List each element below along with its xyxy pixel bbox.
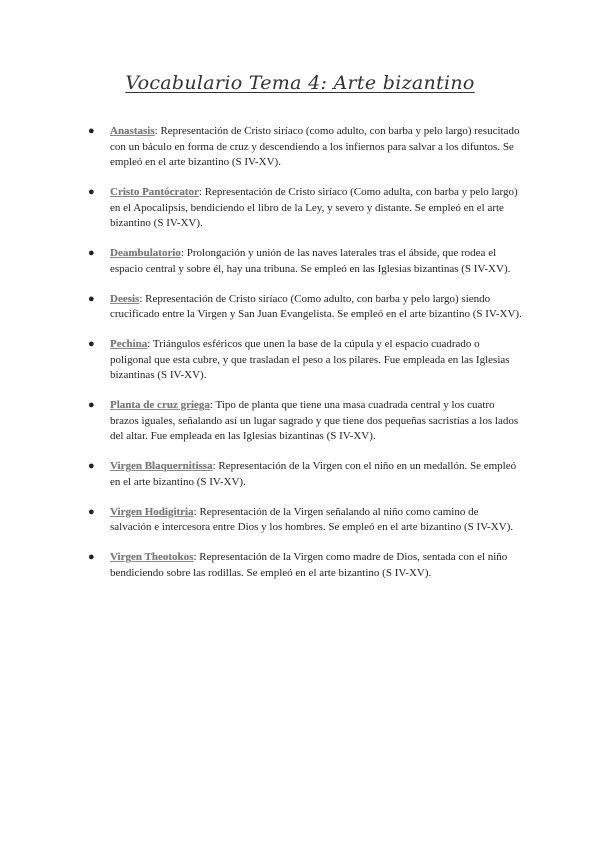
term-definition: Representación de la Virgen con el niño en un medallón. Se empleó en el arte bizantino (S IV-XV). [110, 460, 517, 488]
bullet-icon: ● [88, 399, 95, 411]
term-name: Virgen Hodigitria [110, 505, 194, 518]
term-name: Deambulatorio [110, 247, 181, 259]
bullet-icon: ● [88, 186, 95, 198]
term-definition: Representación de la Virgen como madre de Dios, sentada con el niño bendiciendo sobre las rodillas. Se empleó en el arte bizantino (S IV-XV). [110, 551, 508, 579]
vocab-item-planta-cruz-griega [0, 398, 600, 445]
bullet-icon: ● [88, 551, 95, 563]
document-title [0, 72, 600, 94]
vocab-item-virgen-theotokos [0, 550, 600, 581]
term-separator: : [209, 399, 216, 411]
title-text: Vocabulario Tema 4: Arte bizantino [125, 72, 475, 94]
term-definition: Tipo de planta que tiene una masa cuadrada central y los cuatro brazos iguales, señalando así un lugar sagrado y que tiene dos pequeñas sacristías a los lados del altar. Fue empleada en las Iglesias bizantinas (S IV-XV). [110, 399, 519, 442]
term-definition: Triángulos esféricos que unen la base de la cúpula y el espacio cuadrado o poligonal que esta cubre, y que trasladan el peso a los pilares. Fue empleada en las Iglesias bizantinas (S IV-XV). [110, 338, 510, 381]
bullet-icon: ● [88, 247, 95, 259]
vocab-item-virgen-hodigitria [0, 505, 600, 536]
term-separator: : [198, 186, 205, 198]
vocab-item-cristo-pantocrator [0, 185, 600, 232]
term-separator: : [147, 338, 153, 350]
term-definition: Representación de Cristo siríaco (Como adulto, con barba y pelo largo) siendo crucificado entre la Virgen y San Juan Evangelista. Se empleó en el arte bizantino (S IV-XV). [110, 292, 522, 320]
term-name: Planta de cruz griega [110, 399, 210, 411]
bullet-icon: ● [88, 505, 95, 518]
term-name: Pechina [110, 338, 148, 350]
term-name: Cristo Pantócrator [110, 186, 199, 198]
term-definition: Representación de Cristo siríaco (Como adulta, con barba y pelo largo) en el Apocalipsis, bendiciendo el libro de la Ley, y severo y distante. Se empleó en el arte bizantino (S IV-XV). [110, 186, 518, 229]
vocab-item-virgen-blaquernitissa [0, 459, 600, 490]
term-separator: : [193, 551, 200, 563]
term-name: Virgen Theotokos [110, 551, 194, 563]
term-separator: : [154, 125, 161, 137]
bullet-icon: ● [88, 125, 95, 137]
term-separator: : [139, 292, 146, 305]
bullet-icon: ● [88, 460, 95, 472]
vocab-item-pechina [0, 337, 600, 384]
term-separator: : [193, 505, 200, 518]
vocab-item-deesis [0, 292, 600, 323]
term-separator: : [212, 460, 219, 472]
bullet-icon: ● [88, 292, 95, 305]
term-name: Virgen Blaquernitissa [110, 460, 213, 472]
vocab-item-anastasis [0, 124, 600, 171]
term-name: Deesis [110, 292, 140, 305]
term-definition: Representación de la Virgen señalando al niño como camino de salvación e intercesora entre Dios y los hombres. Se empleó en el arte bizantino (S IV-XV). [110, 505, 514, 533]
term-definition: Representación de Cristo siríaco (como adulto, con barba y pelo largo) resucitado con un báculo en forma de cruz y descendiendo a los infiernos para salvar a los difuntos. Se empleó en el arte bizantino (S IV-XV). [110, 125, 520, 168]
vocabulary-list [0, 124, 600, 596]
term-name: Anastasis [110, 125, 155, 137]
term-definition: Prolongación y unión de las naves laterales tras el ábside, que rodea el espacio central y sobre él, hay una tribuna. Se empleó en las Iglesias bizantinas (S IV-XV). [110, 247, 511, 275]
vocab-item-deambulatorio [0, 246, 600, 277]
bullet-icon: ● [88, 338, 95, 350]
term-separator: : [180, 247, 187, 259]
